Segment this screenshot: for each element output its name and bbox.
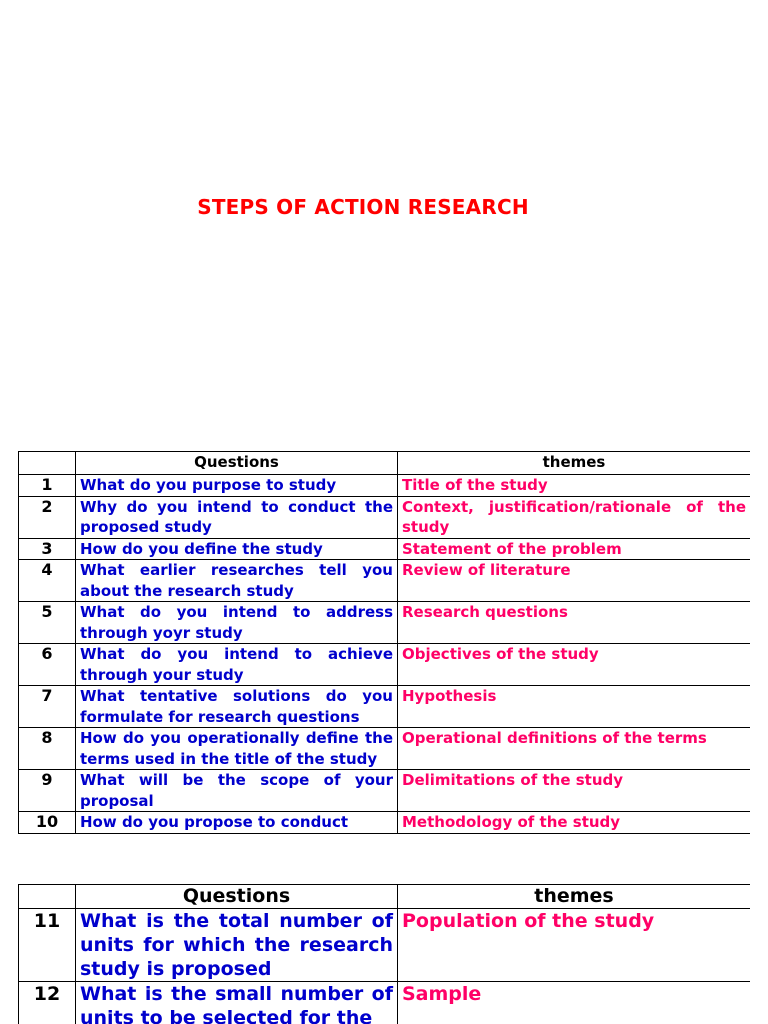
row-question: How do you define the study xyxy=(76,538,398,560)
row-theme: Context, justification/rationale of the study xyxy=(398,496,751,538)
row-theme: Research questions xyxy=(398,602,751,644)
row-question: What is the total number of units for which the research study is proposed xyxy=(76,909,398,982)
header-themes: themes xyxy=(398,885,751,909)
row-number: 6 xyxy=(19,644,76,686)
row-theme: Methodology of the study xyxy=(398,812,751,834)
row-theme: Objectives of the study xyxy=(398,644,751,686)
table-row xyxy=(19,686,751,728)
table-row xyxy=(19,982,751,1024)
header-themes: themes xyxy=(398,452,751,475)
table-row xyxy=(19,812,751,834)
row-theme: Review of literature xyxy=(398,560,751,602)
table-row xyxy=(19,602,751,644)
table-row xyxy=(19,728,751,770)
row-question: What tentative solutions do you formulate for research questions xyxy=(76,686,398,728)
page-title: STEPS OF ACTION RESEARCH xyxy=(197,195,529,219)
row-number: 5 xyxy=(19,602,76,644)
steps-table-2 xyxy=(18,884,750,1024)
row-number: 9 xyxy=(19,770,76,812)
table-row xyxy=(19,475,751,497)
row-number: 4 xyxy=(19,560,76,602)
row-question: What is the small number of units to be selected for the xyxy=(76,982,398,1024)
table-row xyxy=(19,770,751,812)
table-row xyxy=(19,560,751,602)
row-number: 2 xyxy=(19,496,76,538)
row-theme: Operational definitions of the terms xyxy=(398,728,751,770)
steps-table-1 xyxy=(18,451,750,865)
row-question: What earlier researches tell you about the research study xyxy=(76,560,398,602)
row-theme: Delimitations of the study xyxy=(398,770,751,812)
row-theme: Hypothesis xyxy=(398,686,751,728)
table-row xyxy=(19,909,751,982)
header-questions: Questions xyxy=(76,452,398,475)
row-question: What will be the scope of your proposal xyxy=(76,770,398,812)
row-number: 12 xyxy=(19,982,76,1024)
row-theme: Statement of the problem xyxy=(398,538,751,560)
row-number: 11 xyxy=(19,909,76,982)
table-header-row xyxy=(19,885,751,909)
header-number xyxy=(19,452,76,475)
row-question: Why do you intend to conduct the proposed study xyxy=(76,496,398,538)
row-question: What do you purpose to study xyxy=(76,475,398,497)
header-number xyxy=(19,885,76,909)
table-row xyxy=(19,644,751,686)
table-header-row xyxy=(19,452,751,475)
row-question: How do you propose to conduct xyxy=(76,812,398,834)
row-number: 8 xyxy=(19,728,76,770)
row-number: 10 xyxy=(19,812,76,834)
row-number: 1 xyxy=(19,475,76,497)
row-question: How do you operationally define the terms used in the title of the study xyxy=(76,728,398,770)
row-question: What do you intend to achieve through your study xyxy=(76,644,398,686)
table-row xyxy=(19,538,751,560)
table-row xyxy=(19,496,751,538)
header-questions: Questions xyxy=(76,885,398,909)
row-question: What do you intend to address through yoyr study xyxy=(76,602,398,644)
row-theme: Population of the study xyxy=(398,909,751,982)
row-theme: Sample xyxy=(398,982,751,1024)
row-number: 7 xyxy=(19,686,76,728)
row-theme: Title of the study xyxy=(398,475,751,497)
row-number: 3 xyxy=(19,538,76,560)
